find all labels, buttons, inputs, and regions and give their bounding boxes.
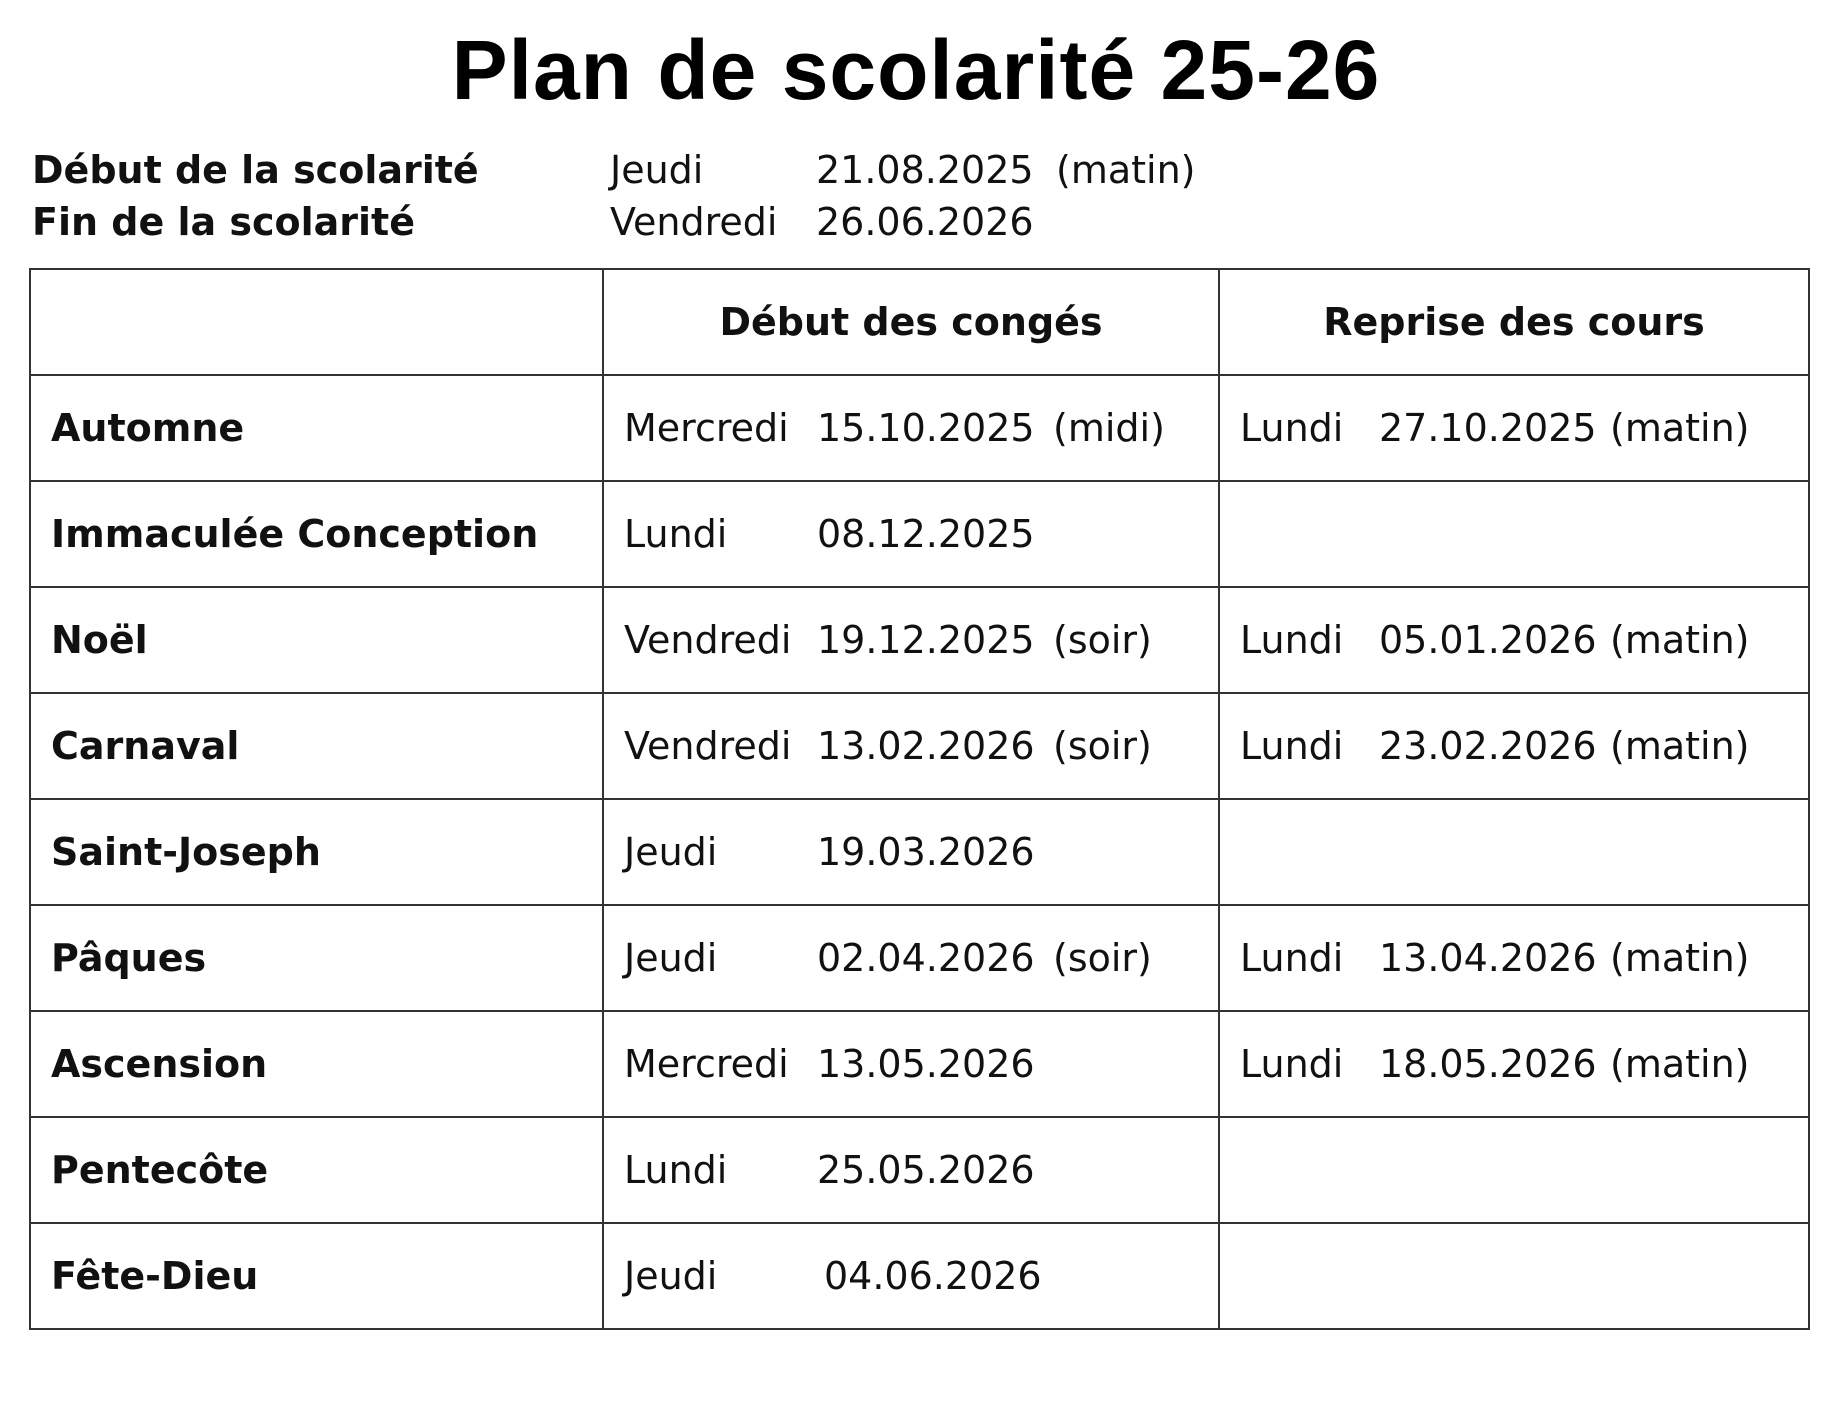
header-holiday (30, 269, 603, 375)
holiday-start-cell (603, 905, 1219, 1011)
holiday-start-cell (603, 693, 1219, 799)
holiday-name: Carnaval (30, 693, 603, 799)
start-note: (soir) (1053, 936, 1152, 980)
start-note: (midi) (1053, 406, 1165, 450)
return-day: Lundi (1240, 936, 1344, 980)
holiday-name: Pâques (30, 905, 603, 1011)
holiday-name: Immaculée Conception (30, 481, 603, 587)
holiday-name: Fête-Dieu (30, 1223, 603, 1329)
start-day: Lundi (624, 1148, 728, 1192)
start-date: 25.05.2026 (817, 1148, 1035, 1192)
holiday-name: Pentecôte (30, 1117, 603, 1223)
table-row (30, 1011, 1809, 1117)
start-day: Mercredi (624, 1042, 789, 1086)
holiday-start-cell (603, 375, 1219, 481)
return-note: (matin) (1610, 618, 1750, 662)
return-cell (1219, 1117, 1809, 1223)
start-date: 19.12.2025 (817, 618, 1035, 662)
start-day: Jeudi (624, 936, 718, 980)
holiday-start-cell (603, 799, 1219, 905)
return-note: (matin) (1610, 406, 1750, 450)
holiday-name: Automne (30, 375, 603, 481)
return-day: Lundi (1240, 1042, 1344, 1086)
school-start-date: 21.08.2025 (816, 148, 1034, 192)
holiday-table (29, 268, 1810, 1330)
start-date: 13.02.2026 (817, 724, 1035, 768)
start-day: Vendredi (624, 724, 792, 768)
table-row (30, 1117, 1809, 1223)
holiday-start-cell (603, 481, 1219, 587)
header-classes-resume: Reprise des cours (1219, 269, 1809, 375)
school-end-label: Fin de la scolarité (32, 200, 415, 244)
holiday-start-cell (603, 1011, 1219, 1117)
return-day: Lundi (1240, 406, 1344, 450)
return-date: 13.04.2026 (1379, 936, 1597, 980)
holiday-start-cell (603, 1117, 1219, 1223)
return-cell (1219, 481, 1809, 587)
holiday-start-cell (603, 1223, 1219, 1329)
table-row (30, 905, 1809, 1011)
start-note: (soir) (1053, 724, 1152, 768)
school-end-date: 26.06.2026 (816, 200, 1034, 244)
table-header-row (30, 269, 1809, 375)
table-row (30, 1223, 1809, 1329)
table-row (30, 375, 1809, 481)
school-start-day: Jeudi (610, 148, 704, 192)
start-note: (soir) (1053, 618, 1152, 662)
start-date: 08.12.2025 (817, 512, 1035, 556)
table-row (30, 693, 1809, 799)
holiday-name: Noël (30, 587, 603, 693)
start-day: Vendredi (624, 618, 792, 662)
holiday-start-cell (603, 587, 1219, 693)
start-day: Mercredi (624, 406, 789, 450)
start-date: 19.03.2026 (817, 830, 1035, 874)
table-row (30, 481, 1809, 587)
holiday-name: Ascension (30, 1011, 603, 1117)
return-cell (1219, 905, 1809, 1011)
return-day: Lundi (1240, 618, 1344, 662)
table-row (30, 587, 1809, 693)
return-date: 05.01.2026 (1379, 618, 1597, 662)
return-note: (matin) (1610, 936, 1750, 980)
header-holiday-start: Début des congés (603, 269, 1219, 375)
return-date: 27.10.2025 (1379, 406, 1597, 450)
return-cell (1219, 799, 1809, 905)
return-date: 23.02.2026 (1379, 724, 1597, 768)
start-day: Lundi (624, 512, 728, 556)
start-date: 04.06.2026 (824, 1254, 1042, 1298)
school-start-label: Début de la scolarité (32, 148, 479, 192)
holiday-name: Saint-Joseph (30, 799, 603, 905)
start-day: Jeudi (624, 830, 718, 874)
return-note: (matin) (1610, 724, 1750, 768)
return-note: (matin) (1610, 1042, 1750, 1086)
return-cell (1219, 375, 1809, 481)
start-date: 15.10.2025 (817, 406, 1035, 450)
return-cell (1219, 587, 1809, 693)
start-date: 13.05.2026 (817, 1042, 1035, 1086)
table-row (30, 799, 1809, 905)
start-day: Jeudi (624, 1254, 718, 1298)
page-title: Plan de scolarité 25-26 (451, 23, 1381, 117)
return-cell (1219, 1011, 1809, 1117)
school-start-note: (matin) (1056, 148, 1196, 192)
return-cell (1219, 1223, 1809, 1329)
return-cell (1219, 693, 1809, 799)
return-day: Lundi (1240, 724, 1344, 768)
return-date: 18.05.2026 (1379, 1042, 1597, 1086)
school-end-day: Vendredi (610, 200, 778, 244)
start-date: 02.04.2026 (817, 936, 1035, 980)
